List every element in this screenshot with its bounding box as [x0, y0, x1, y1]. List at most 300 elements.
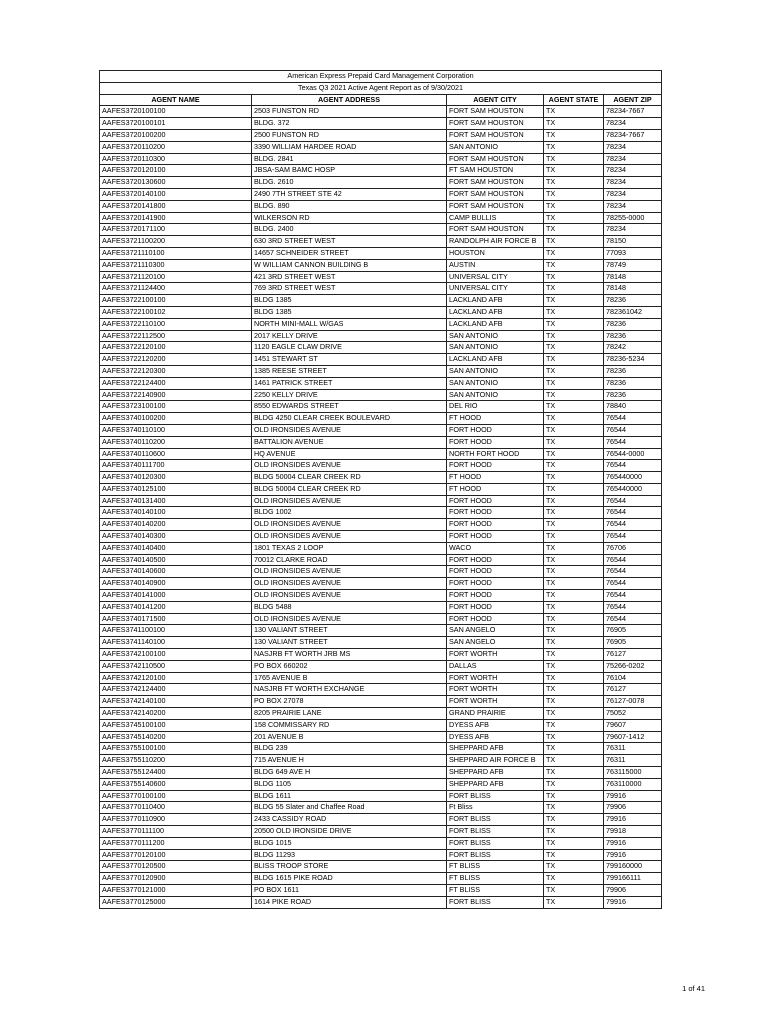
agent-address-cell: 2017 KELLY DRIVE	[252, 330, 447, 342]
agent-zip-cell: 75052	[604, 708, 662, 720]
agent-city-cell: SAN ANTONIO	[447, 330, 544, 342]
agent-zip-cell: 78236	[604, 365, 662, 377]
agent-address-cell: 8205 PRAIRIE LANE	[252, 708, 447, 720]
table-row	[100, 601, 662, 613]
agent-name-cell: AAFES3740100200	[100, 413, 252, 425]
agent-name-cell: AAFES3770111100	[100, 826, 252, 838]
agent-address-cell: BLDG 50004 CLEAR CREEK RD	[252, 483, 447, 495]
agent-address-cell: BLDG 1015	[252, 837, 447, 849]
agent-name-cell: AAFES3770125000	[100, 896, 252, 908]
agent-name-cell: AAFES3740111700	[100, 460, 252, 472]
agent-state-cell: TX	[544, 165, 604, 177]
agent-address-cell: NORTH MINI-MALL W/GAS	[252, 318, 447, 330]
agent-name-cell: AAFES3740141200	[100, 601, 252, 613]
agent-address-cell: JBSA-SAM BAMC HOSP	[252, 165, 447, 177]
agent-state-cell: TX	[544, 413, 604, 425]
column-header-agent-address: AGENT ADDRESS	[252, 94, 447, 106]
agent-zip-cell: 78150	[604, 236, 662, 248]
agent-state-cell: TX	[544, 542, 604, 554]
agent-name-cell: AAFES3720171100	[100, 224, 252, 236]
agent-address-cell: 130 VALIANT STREET	[252, 625, 447, 637]
agent-address-cell: HQ AVENUE	[252, 448, 447, 460]
agent-city-cell: FORT SAM HOUSTON	[447, 188, 544, 200]
agent-city-cell: UNIVERSAL CITY	[447, 283, 544, 295]
table-row	[100, 637, 662, 649]
agent-zip-cell: 78236	[604, 295, 662, 307]
agent-city-cell: LACKLAND AFB	[447, 295, 544, 307]
agent-address-cell: OLD IRONSIDES AVENUE	[252, 424, 447, 436]
table-row	[100, 247, 662, 259]
agent-address-cell: BLDG 1002	[252, 507, 447, 519]
table-row	[100, 613, 662, 625]
agent-name-cell: AAFES3740120300	[100, 472, 252, 484]
agent-name-cell: AAFES3742140200	[100, 708, 252, 720]
agent-state-cell: TX	[544, 660, 604, 672]
agent-name-cell: AAFES3722112500	[100, 330, 252, 342]
column-header-agent-city: AGENT CITY	[447, 94, 544, 106]
table-row	[100, 436, 662, 448]
column-header-agent-state: AGENT STATE	[544, 94, 604, 106]
table-row	[100, 413, 662, 425]
agent-address-cell: NASJRB FT WORTH EXCHANGE	[252, 684, 447, 696]
agent-name-cell: AAFES3770120100	[100, 849, 252, 861]
agent-zip-cell: 763110000	[604, 778, 662, 790]
table-row	[100, 448, 662, 460]
agent-city-cell: FORT WORTH	[447, 696, 544, 708]
report-subtitle: Texas Q3 2021 Active Agent Report as of 9/30/2021	[100, 82, 662, 94]
agent-address-cell: BLDG 1385	[252, 306, 447, 318]
agent-state-cell: TX	[544, 507, 604, 519]
table-row	[100, 826, 662, 838]
agent-state-cell: TX	[544, 590, 604, 602]
agent-city-cell: RANDOLPH AIR FORCE B	[447, 236, 544, 248]
agent-address-cell: NASJRB FT WORTH JRB MS	[252, 649, 447, 661]
agent-state-cell: TX	[544, 837, 604, 849]
agent-state-cell: TX	[544, 436, 604, 448]
agent-address-cell: 158 COMMISSARY RD	[252, 719, 447, 731]
agent-zip-cell: 799160000	[604, 861, 662, 873]
agent-name-cell: AAFES3721120100	[100, 271, 252, 283]
table-row	[100, 200, 662, 212]
agent-city-cell: SAN ANTONIO	[447, 365, 544, 377]
agent-state-cell: TX	[544, 896, 604, 908]
agent-state-cell: TX	[544, 188, 604, 200]
agent-city-cell: FORT HOOD	[447, 613, 544, 625]
table-row	[100, 672, 662, 684]
report-title: American Express Prepaid Card Management Corporation	[100, 71, 662, 83]
table-row	[100, 330, 662, 342]
table-row	[100, 212, 662, 224]
agent-city-cell: FORT WORTH	[447, 649, 544, 661]
agent-address-cell: BLDG. 890	[252, 200, 447, 212]
table-row	[100, 873, 662, 885]
agent-name-cell: AAFES3740110100	[100, 424, 252, 436]
agent-city-cell: SAN ANTONIO	[447, 141, 544, 153]
agent-city-cell: FORT SAM HOUSTON	[447, 106, 544, 118]
report-body	[100, 106, 662, 908]
agent-zip-cell: 78234	[604, 153, 662, 165]
agent-name-cell: AAFES3770110400	[100, 802, 252, 814]
table-row	[100, 649, 662, 661]
agent-zip-cell: 78840	[604, 401, 662, 413]
agent-name-cell: AAFES3742124400	[100, 684, 252, 696]
agent-city-cell: FT BLISS	[447, 861, 544, 873]
column-header-agent-name: AGENT NAME	[100, 94, 252, 106]
agent-zip-cell: 79906	[604, 884, 662, 896]
agent-name-cell: AAFES3722140900	[100, 389, 252, 401]
table-row	[100, 578, 662, 590]
agent-state-cell: TX	[544, 389, 604, 401]
agent-zip-cell: 78234-7667	[604, 106, 662, 118]
column-header-row	[100, 94, 662, 106]
agent-state-cell: TX	[544, 672, 604, 684]
agent-state-cell: TX	[544, 330, 604, 342]
agent-city-cell: UNIVERSAL CITY	[447, 271, 544, 283]
agent-address-cell: 14657 SCHNEIDER STREET	[252, 247, 447, 259]
agent-state-cell: TX	[544, 460, 604, 472]
agent-zip-cell: 78236-5234	[604, 354, 662, 366]
agent-zip-cell: 76127	[604, 684, 662, 696]
agent-zip-cell: 78234	[604, 118, 662, 130]
table-row	[100, 224, 662, 236]
table-row	[100, 660, 662, 672]
agent-address-cell: PO BOX 27078	[252, 696, 447, 708]
agent-zip-cell: 78242	[604, 342, 662, 354]
agent-state-cell: TX	[544, 613, 604, 625]
table-row	[100, 354, 662, 366]
table-row	[100, 896, 662, 908]
agent-name-cell: AAFES3770111200	[100, 837, 252, 849]
agent-state-cell: TX	[544, 767, 604, 779]
agent-zip-cell: 765440000	[604, 472, 662, 484]
agent-city-cell: FORT BLISS	[447, 790, 544, 802]
table-row	[100, 118, 662, 130]
agent-report-table	[99, 70, 662, 909]
agent-state-cell: TX	[544, 106, 604, 118]
agent-name-cell: AAFES3755124400	[100, 767, 252, 779]
agent-city-cell: FT HOOD	[447, 483, 544, 495]
table-row	[100, 365, 662, 377]
table-row	[100, 377, 662, 389]
agent-zip-cell: 78148	[604, 283, 662, 295]
agent-city-cell: FORT HOOD	[447, 601, 544, 613]
agent-state-cell: TX	[544, 295, 604, 307]
table-row	[100, 566, 662, 578]
agent-city-cell: FORT SAM HOUSTON	[447, 129, 544, 141]
agent-state-cell: TX	[544, 118, 604, 130]
agent-city-cell: HOUSTON	[447, 247, 544, 259]
agent-city-cell: FORT BLISS	[447, 849, 544, 861]
agent-address-cell: 630 3RD STREET WEST	[252, 236, 447, 248]
agent-name-cell: AAFES3742100100	[100, 649, 252, 661]
agent-zip-cell: 763115000	[604, 767, 662, 779]
agent-address-cell: 2503 FUNSTON RD	[252, 106, 447, 118]
table-row	[100, 106, 662, 118]
agent-zip-cell: 78234	[604, 141, 662, 153]
agent-zip-cell: 79607-1412	[604, 731, 662, 743]
table-row	[100, 165, 662, 177]
agent-address-cell: 1120 EAGLE CLAW DRIVE	[252, 342, 447, 354]
agent-name-cell: AAFES3721124400	[100, 283, 252, 295]
table-row	[100, 318, 662, 330]
agent-city-cell: SAN ANTONIO	[447, 389, 544, 401]
agent-state-cell: TX	[544, 601, 604, 613]
agent-name-cell: AAFES3740171500	[100, 613, 252, 625]
agent-city-cell: FORT SAM HOUSTON	[447, 177, 544, 189]
agent-name-cell: AAFES3722120300	[100, 365, 252, 377]
agent-name-cell: AAFES3740140400	[100, 542, 252, 554]
agent-address-cell: 715 AVENUE H	[252, 755, 447, 767]
agent-state-cell: TX	[544, 566, 604, 578]
page-number: 1 of 41	[682, 984, 705, 993]
agent-city-cell: FORT HOOD	[447, 531, 544, 543]
agent-name-cell: AAFES3721110100	[100, 247, 252, 259]
agent-name-cell: AAFES3722100102	[100, 306, 252, 318]
agent-state-cell: TX	[544, 448, 604, 460]
table-row	[100, 743, 662, 755]
agent-city-cell: SHEPPARD AFB	[447, 743, 544, 755]
agent-city-cell: CAMP BULLIS	[447, 212, 544, 224]
agent-zip-cell: 76544	[604, 460, 662, 472]
agent-name-cell: AAFES3740140100	[100, 507, 252, 519]
agent-address-cell: 1451 STEWART ST	[252, 354, 447, 366]
agent-name-cell: AAFES3740131400	[100, 495, 252, 507]
agent-zip-cell: 78234	[604, 224, 662, 236]
agent-zip-cell: 76544	[604, 590, 662, 602]
agent-state-cell: TX	[544, 696, 604, 708]
agent-name-cell: AAFES3742140100	[100, 696, 252, 708]
agent-address-cell: BLDG 1615 PIKE ROAD	[252, 873, 447, 885]
agent-city-cell: FORT SAM HOUSTON	[447, 200, 544, 212]
agent-zip-cell: 76544	[604, 566, 662, 578]
agent-name-cell: AAFES3721110300	[100, 259, 252, 271]
agent-zip-cell: 78234-7667	[604, 129, 662, 141]
agent-name-cell: AAFES3755140600	[100, 778, 252, 790]
agent-state-cell: TX	[544, 743, 604, 755]
agent-name-cell: AAFES3770100100	[100, 790, 252, 802]
agent-zip-cell: 76544	[604, 507, 662, 519]
table-row	[100, 177, 662, 189]
table-row	[100, 424, 662, 436]
agent-city-cell: FORT HOOD	[447, 554, 544, 566]
agent-city-cell: LACKLAND AFB	[447, 306, 544, 318]
table-row	[100, 401, 662, 413]
agent-name-cell: AAFES3741140100	[100, 637, 252, 649]
agent-city-cell: FORT HOOD	[447, 460, 544, 472]
agent-name-cell: AAFES3770120500	[100, 861, 252, 873]
agent-city-cell: FORT WORTH	[447, 672, 544, 684]
agent-zip-cell: 76311	[604, 755, 662, 767]
agent-name-cell: AAFES3720140100	[100, 188, 252, 200]
agent-zip-cell: 76905	[604, 625, 662, 637]
agent-city-cell: FORT HOOD	[447, 519, 544, 531]
agent-address-cell: BATTALION AVENUE	[252, 436, 447, 448]
table-row	[100, 259, 662, 271]
agent-zip-cell: 78234	[604, 177, 662, 189]
agent-city-cell: FORT HOOD	[447, 495, 544, 507]
table-row	[100, 590, 662, 602]
agent-address-cell: BLDG. 2400	[252, 224, 447, 236]
agent-state-cell: TX	[544, 849, 604, 861]
table-row	[100, 153, 662, 165]
agent-zip-cell: 76544	[604, 601, 662, 613]
agent-address-cell: 201 AVENUE B	[252, 731, 447, 743]
agent-address-cell: OLD IRONSIDES AVENUE	[252, 519, 447, 531]
agent-name-cell: AAFES3742120100	[100, 672, 252, 684]
agent-name-cell: AAFES3740140200	[100, 519, 252, 531]
agent-zip-cell: 76104	[604, 672, 662, 684]
agent-zip-cell: 78749	[604, 259, 662, 271]
table-row	[100, 141, 662, 153]
agent-state-cell: TX	[544, 884, 604, 896]
table-row	[100, 519, 662, 531]
table-row	[100, 696, 662, 708]
agent-address-cell: BLDG 1385	[252, 295, 447, 307]
agent-city-cell: FT HOOD	[447, 413, 544, 425]
agent-city-cell: SAN ANGELO	[447, 625, 544, 637]
agent-state-cell: TX	[544, 873, 604, 885]
agent-zip-cell: 76544	[604, 519, 662, 531]
agent-address-cell: BLDG. 2610	[252, 177, 447, 189]
agent-city-cell: AUSTIN	[447, 259, 544, 271]
agent-city-cell: NORTH FORT HOOD	[447, 448, 544, 460]
agent-city-cell: FORT HOOD	[447, 507, 544, 519]
agent-state-cell: TX	[544, 212, 604, 224]
agent-zip-cell: 79607	[604, 719, 662, 731]
agent-zip-cell: 799166111	[604, 873, 662, 885]
agent-city-cell: DYESS AFB	[447, 731, 544, 743]
agent-state-cell: TX	[544, 708, 604, 720]
agent-zip-cell: 78148	[604, 271, 662, 283]
agent-state-cell: TX	[544, 259, 604, 271]
agent-address-cell: OLD IRONSIDES AVENUE	[252, 460, 447, 472]
agent-name-cell: AAFES3720110200	[100, 141, 252, 153]
table-row	[100, 271, 662, 283]
agent-address-cell: 421 3RD STREET WEST	[252, 271, 447, 283]
agent-city-cell: FORT SAM HOUSTON	[447, 118, 544, 130]
agent-zip-cell: 76311	[604, 743, 662, 755]
agent-zip-cell: 79906	[604, 802, 662, 814]
agent-address-cell: BLDG 4250 CLEAR CREEK BOULEVARD	[252, 413, 447, 425]
agent-name-cell: AAFES3740140500	[100, 554, 252, 566]
agent-state-cell: TX	[544, 826, 604, 838]
table-row	[100, 507, 662, 519]
table-row	[100, 755, 662, 767]
agent-state-cell: TX	[544, 401, 604, 413]
table-row	[100, 884, 662, 896]
agent-city-cell: FORT BLISS	[447, 826, 544, 838]
agent-name-cell: AAFES3720120100	[100, 165, 252, 177]
agent-city-cell: FORT WORTH	[447, 684, 544, 696]
agent-zip-cell: 77093	[604, 247, 662, 259]
agent-city-cell: DEL RIO	[447, 401, 544, 413]
agent-state-cell: TX	[544, 129, 604, 141]
agent-address-cell: W WILLIAM CANNON BUILDING B	[252, 259, 447, 271]
agent-city-cell: FT HOOD	[447, 472, 544, 484]
agent-address-cell: BLDG 11293	[252, 849, 447, 861]
agent-zip-cell: 76544	[604, 578, 662, 590]
agent-city-cell: FT BLISS	[447, 873, 544, 885]
agent-zip-cell: 78236	[604, 330, 662, 342]
agent-state-cell: TX	[544, 224, 604, 236]
agent-zip-cell: 78236	[604, 377, 662, 389]
agent-name-cell: AAFES3740110200	[100, 436, 252, 448]
agent-state-cell: TX	[544, 342, 604, 354]
agent-state-cell: TX	[544, 365, 604, 377]
agent-name-cell: AAFES3722100100	[100, 295, 252, 307]
agent-state-cell: TX	[544, 578, 604, 590]
agent-address-cell: OLD IRONSIDES AVENUE	[252, 590, 447, 602]
agent-address-cell: BLDG 239	[252, 743, 447, 755]
agent-zip-cell: 75266-0202	[604, 660, 662, 672]
agent-zip-cell: 76544	[604, 413, 662, 425]
table-row	[100, 495, 662, 507]
agent-name-cell: AAFES3740125100	[100, 483, 252, 495]
agent-zip-cell: 76544-0000	[604, 448, 662, 460]
agent-name-cell: AAFES3720141800	[100, 200, 252, 212]
agent-state-cell: TX	[544, 424, 604, 436]
table-row	[100, 802, 662, 814]
agent-state-cell: TX	[544, 778, 604, 790]
table-row	[100, 342, 662, 354]
agent-address-cell: BLDG 55 Slater and Chaffee Road	[252, 802, 447, 814]
agent-state-cell: TX	[544, 377, 604, 389]
table-row	[100, 814, 662, 826]
agent-city-cell: FORT HOOD	[447, 424, 544, 436]
table-row	[100, 542, 662, 554]
agent-city-cell: Ft Bliss	[447, 802, 544, 814]
agent-state-cell: TX	[544, 495, 604, 507]
agent-address-cell: 769 3RD STREET WEST	[252, 283, 447, 295]
table-row	[100, 731, 662, 743]
agent-name-cell: AAFES3742110500	[100, 660, 252, 672]
agent-state-cell: TX	[544, 802, 604, 814]
agent-city-cell: FORT HOOD	[447, 590, 544, 602]
agent-zip-cell: 76544	[604, 495, 662, 507]
agent-zip-cell: 79916	[604, 896, 662, 908]
agent-name-cell: AAFES3721100200	[100, 236, 252, 248]
agent-city-cell: SHEPPARD AIR FORCE B	[447, 755, 544, 767]
table-row	[100, 554, 662, 566]
agent-address-cell: 1385 REESE STREET	[252, 365, 447, 377]
table-row	[100, 236, 662, 248]
agent-zip-cell: 76706	[604, 542, 662, 554]
agent-name-cell: AAFES3740140900	[100, 578, 252, 590]
agent-city-cell: DYESS AFB	[447, 719, 544, 731]
table-row	[100, 861, 662, 873]
agent-name-cell: AAFES3720141900	[100, 212, 252, 224]
agent-address-cell: 20500 OLD IRONSIDE DRIVE	[252, 826, 447, 838]
agent-city-cell: FT BLISS	[447, 884, 544, 896]
agent-state-cell: TX	[544, 200, 604, 212]
table-row	[100, 849, 662, 861]
agent-address-cell: 70012 CLARKE ROAD	[252, 554, 447, 566]
agent-zip-cell: 76544	[604, 613, 662, 625]
agent-zip-cell: 78255-0000	[604, 212, 662, 224]
agent-city-cell: WACO	[447, 542, 544, 554]
agent-state-cell: TX	[544, 247, 604, 259]
agent-state-cell: TX	[544, 814, 604, 826]
agent-state-cell: TX	[544, 649, 604, 661]
table-row	[100, 483, 662, 495]
agent-city-cell: SAN ANTONIO	[447, 342, 544, 354]
table-row	[100, 129, 662, 141]
agent-state-cell: TX	[544, 354, 604, 366]
agent-zip-cell: 79916	[604, 814, 662, 826]
agent-city-cell: FORT BLISS	[447, 814, 544, 826]
agent-zip-cell: 782361042	[604, 306, 662, 318]
agent-state-cell: TX	[544, 306, 604, 318]
